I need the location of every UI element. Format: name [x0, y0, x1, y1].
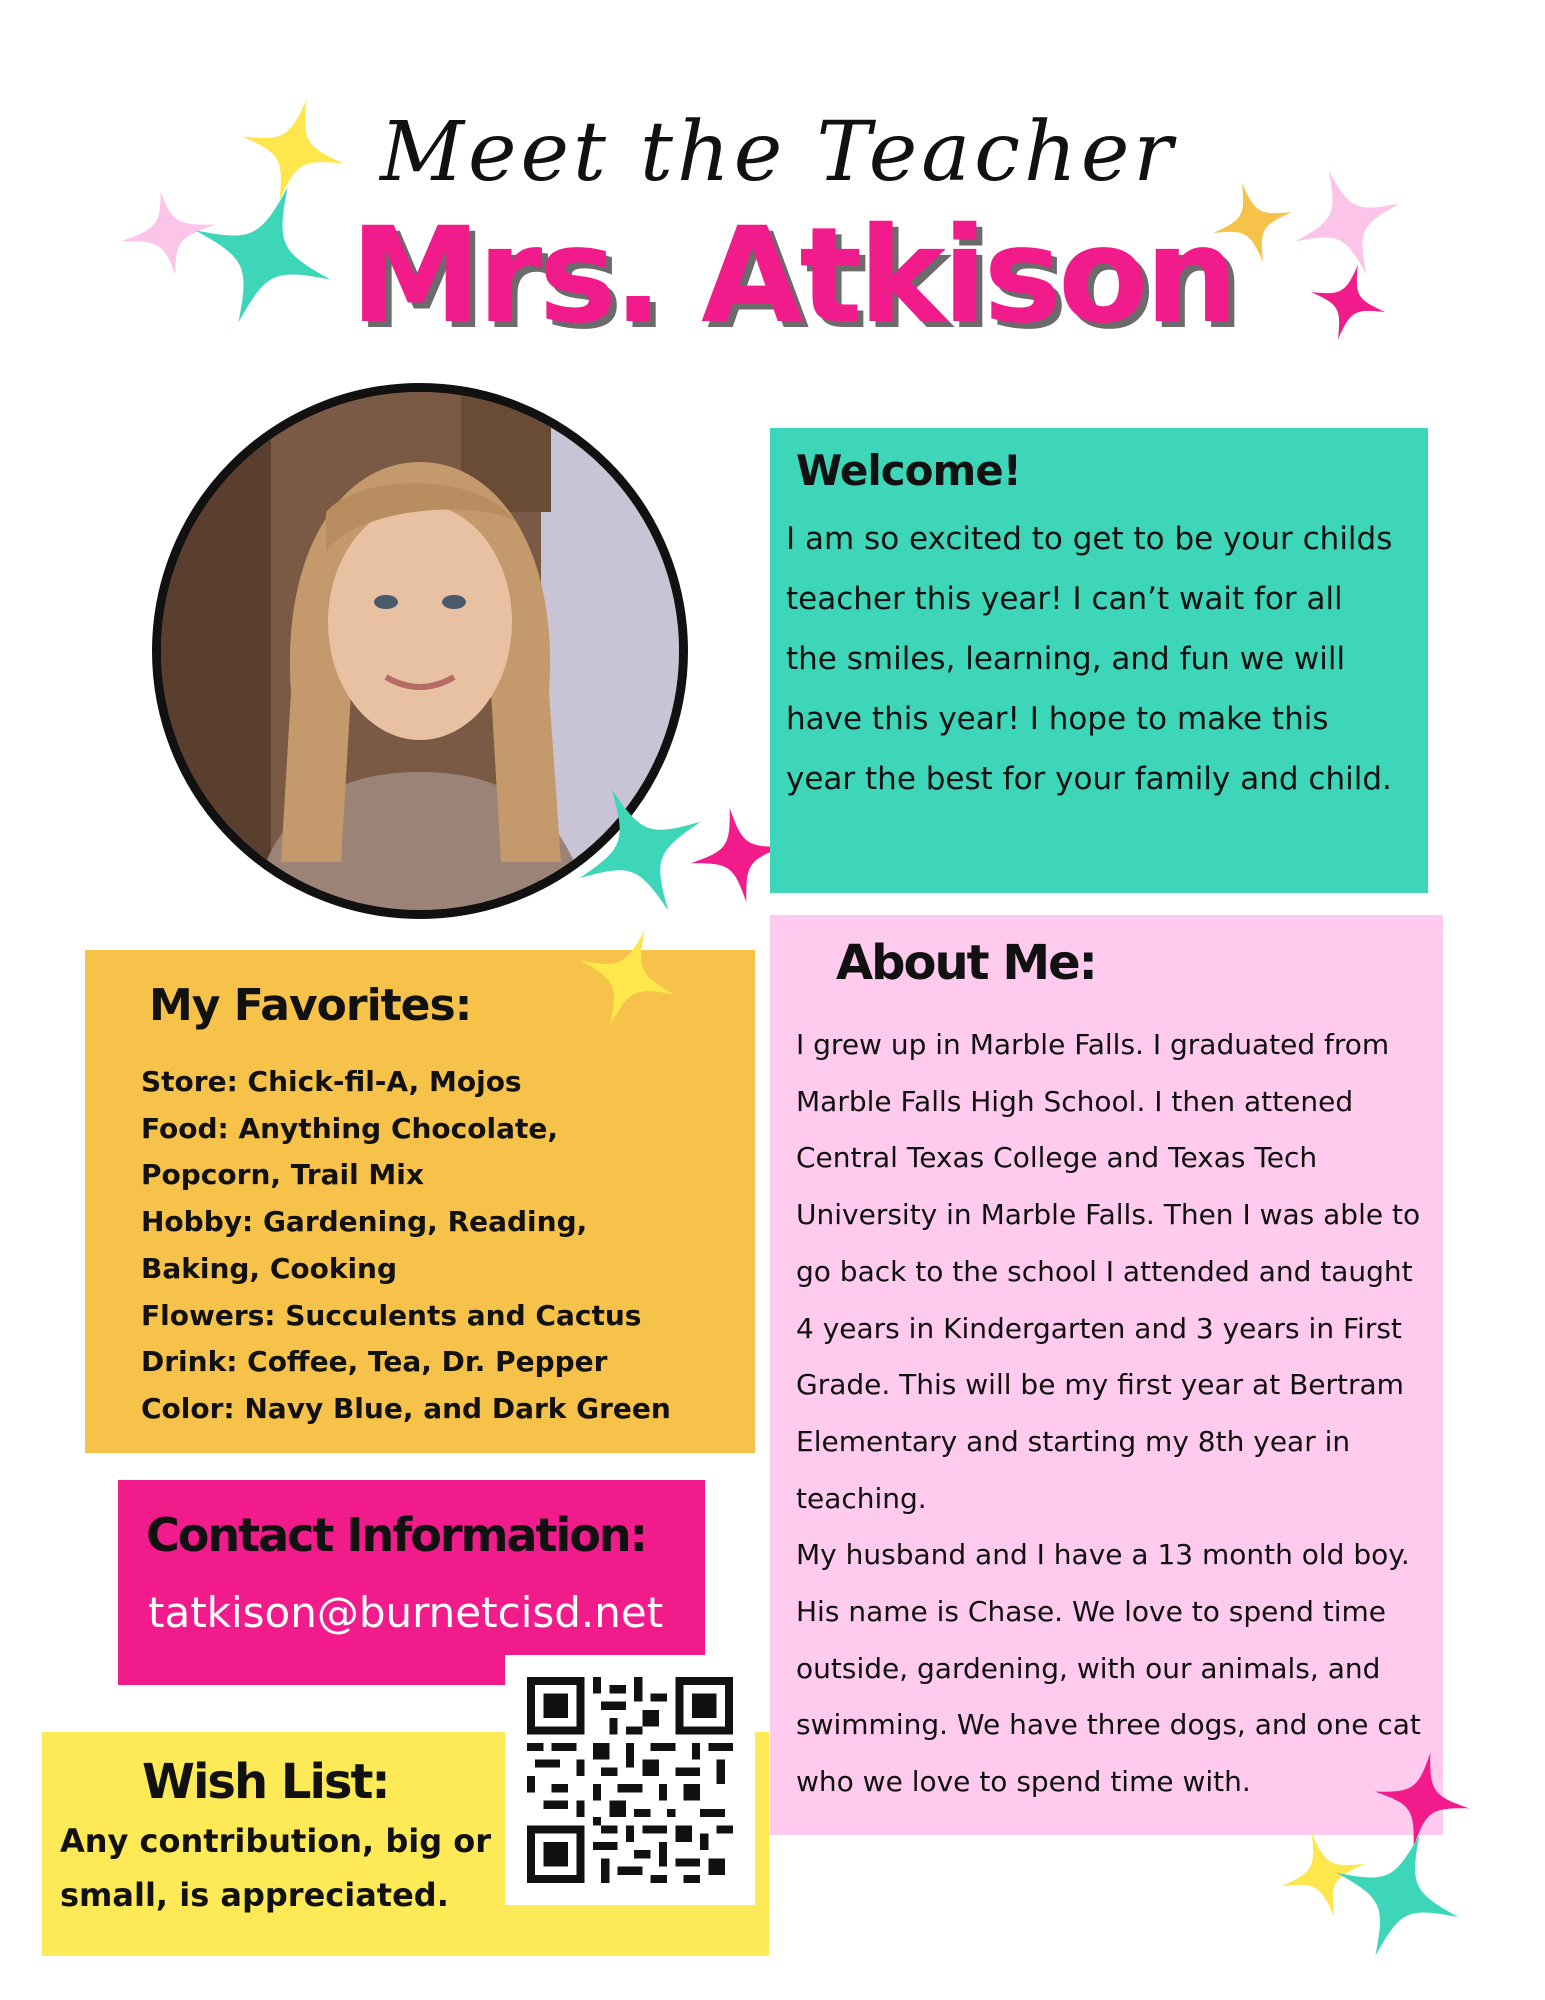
favorites-item: Baking, Cooking	[141, 1251, 398, 1285]
favorites-list	[141, 1059, 735, 1433]
favorites-item: Popcorn, Trail Mix	[141, 1158, 424, 1192]
favorites-item: Store: Chick-fil-A, Mojos	[141, 1065, 522, 1098]
about-me-heading: About Me:	[836, 935, 1096, 991]
teal-star-icon	[188, 180, 338, 330]
welcome-text: I am so excited to get to be your childs teacher this year! I can’t wait for all the smiles, learning, and fun we will have this year! I hope to make this year the best for your family and child.	[786, 521, 1393, 797]
meet-the-teacher-title: Meet the Teacher	[380, 105, 1177, 200]
welcome-heading: Welcome!	[796, 446, 1021, 495]
yellow-star-icon	[575, 925, 680, 1030]
favorites-item: Flowers: Succulents and Cactus	[141, 1298, 642, 1332]
about-me-paragraph: I grew up in Marble Falls. I graduated from Marble Falls High School. I then attened Central Texas College and Texas Tech University in Marble Falls. Then I was able to go back to the school I attended and taught 4 years in Kindergarten and 3 years in First Grade. This will be my first year at Bertram Elementary and starting my 8th year in teaching.	[796, 1028, 1421, 1515]
about-me-section	[770, 915, 1443, 1835]
teacher-name-title: Mrs. Atkison	[350, 199, 1235, 353]
teal-star-icon	[1330, 1820, 1465, 1970]
favorites-item: Hobby: Gardening, Reading,	[141, 1205, 588, 1239]
contact-heading: Contact Information:	[146, 1508, 647, 1562]
qr-code-icon[interactable]	[505, 1655, 755, 1905]
magenta-star-icon	[1308, 262, 1388, 342]
contact-email-link[interactable]: tatkison@burnetcisd.net	[148, 1588, 664, 1637]
wish-list-heading: Wish List:	[142, 1754, 389, 1810]
favorites-item: Food: Anything Chocolate,	[141, 1111, 559, 1145]
favorites-item: Color: Navy Blue, and Dark Green	[141, 1391, 671, 1425]
favorites-heading: My Favorites:	[149, 980, 472, 1031]
wish-list-text: Any contribution, big or small, is appreciated.	[60, 1822, 492, 1914]
welcome-section	[770, 428, 1428, 893]
favorites-item: Drink: Coffee, Tea, Dr. Pepper	[141, 1345, 608, 1379]
about-me-paragraph: My husband and I have a 13 month old boy. His name is Chase. We love to spend time outside, gardening, with our animals, and swimming. We have three dogs, and one cat who we love to spend time with.	[796, 1538, 1421, 1799]
